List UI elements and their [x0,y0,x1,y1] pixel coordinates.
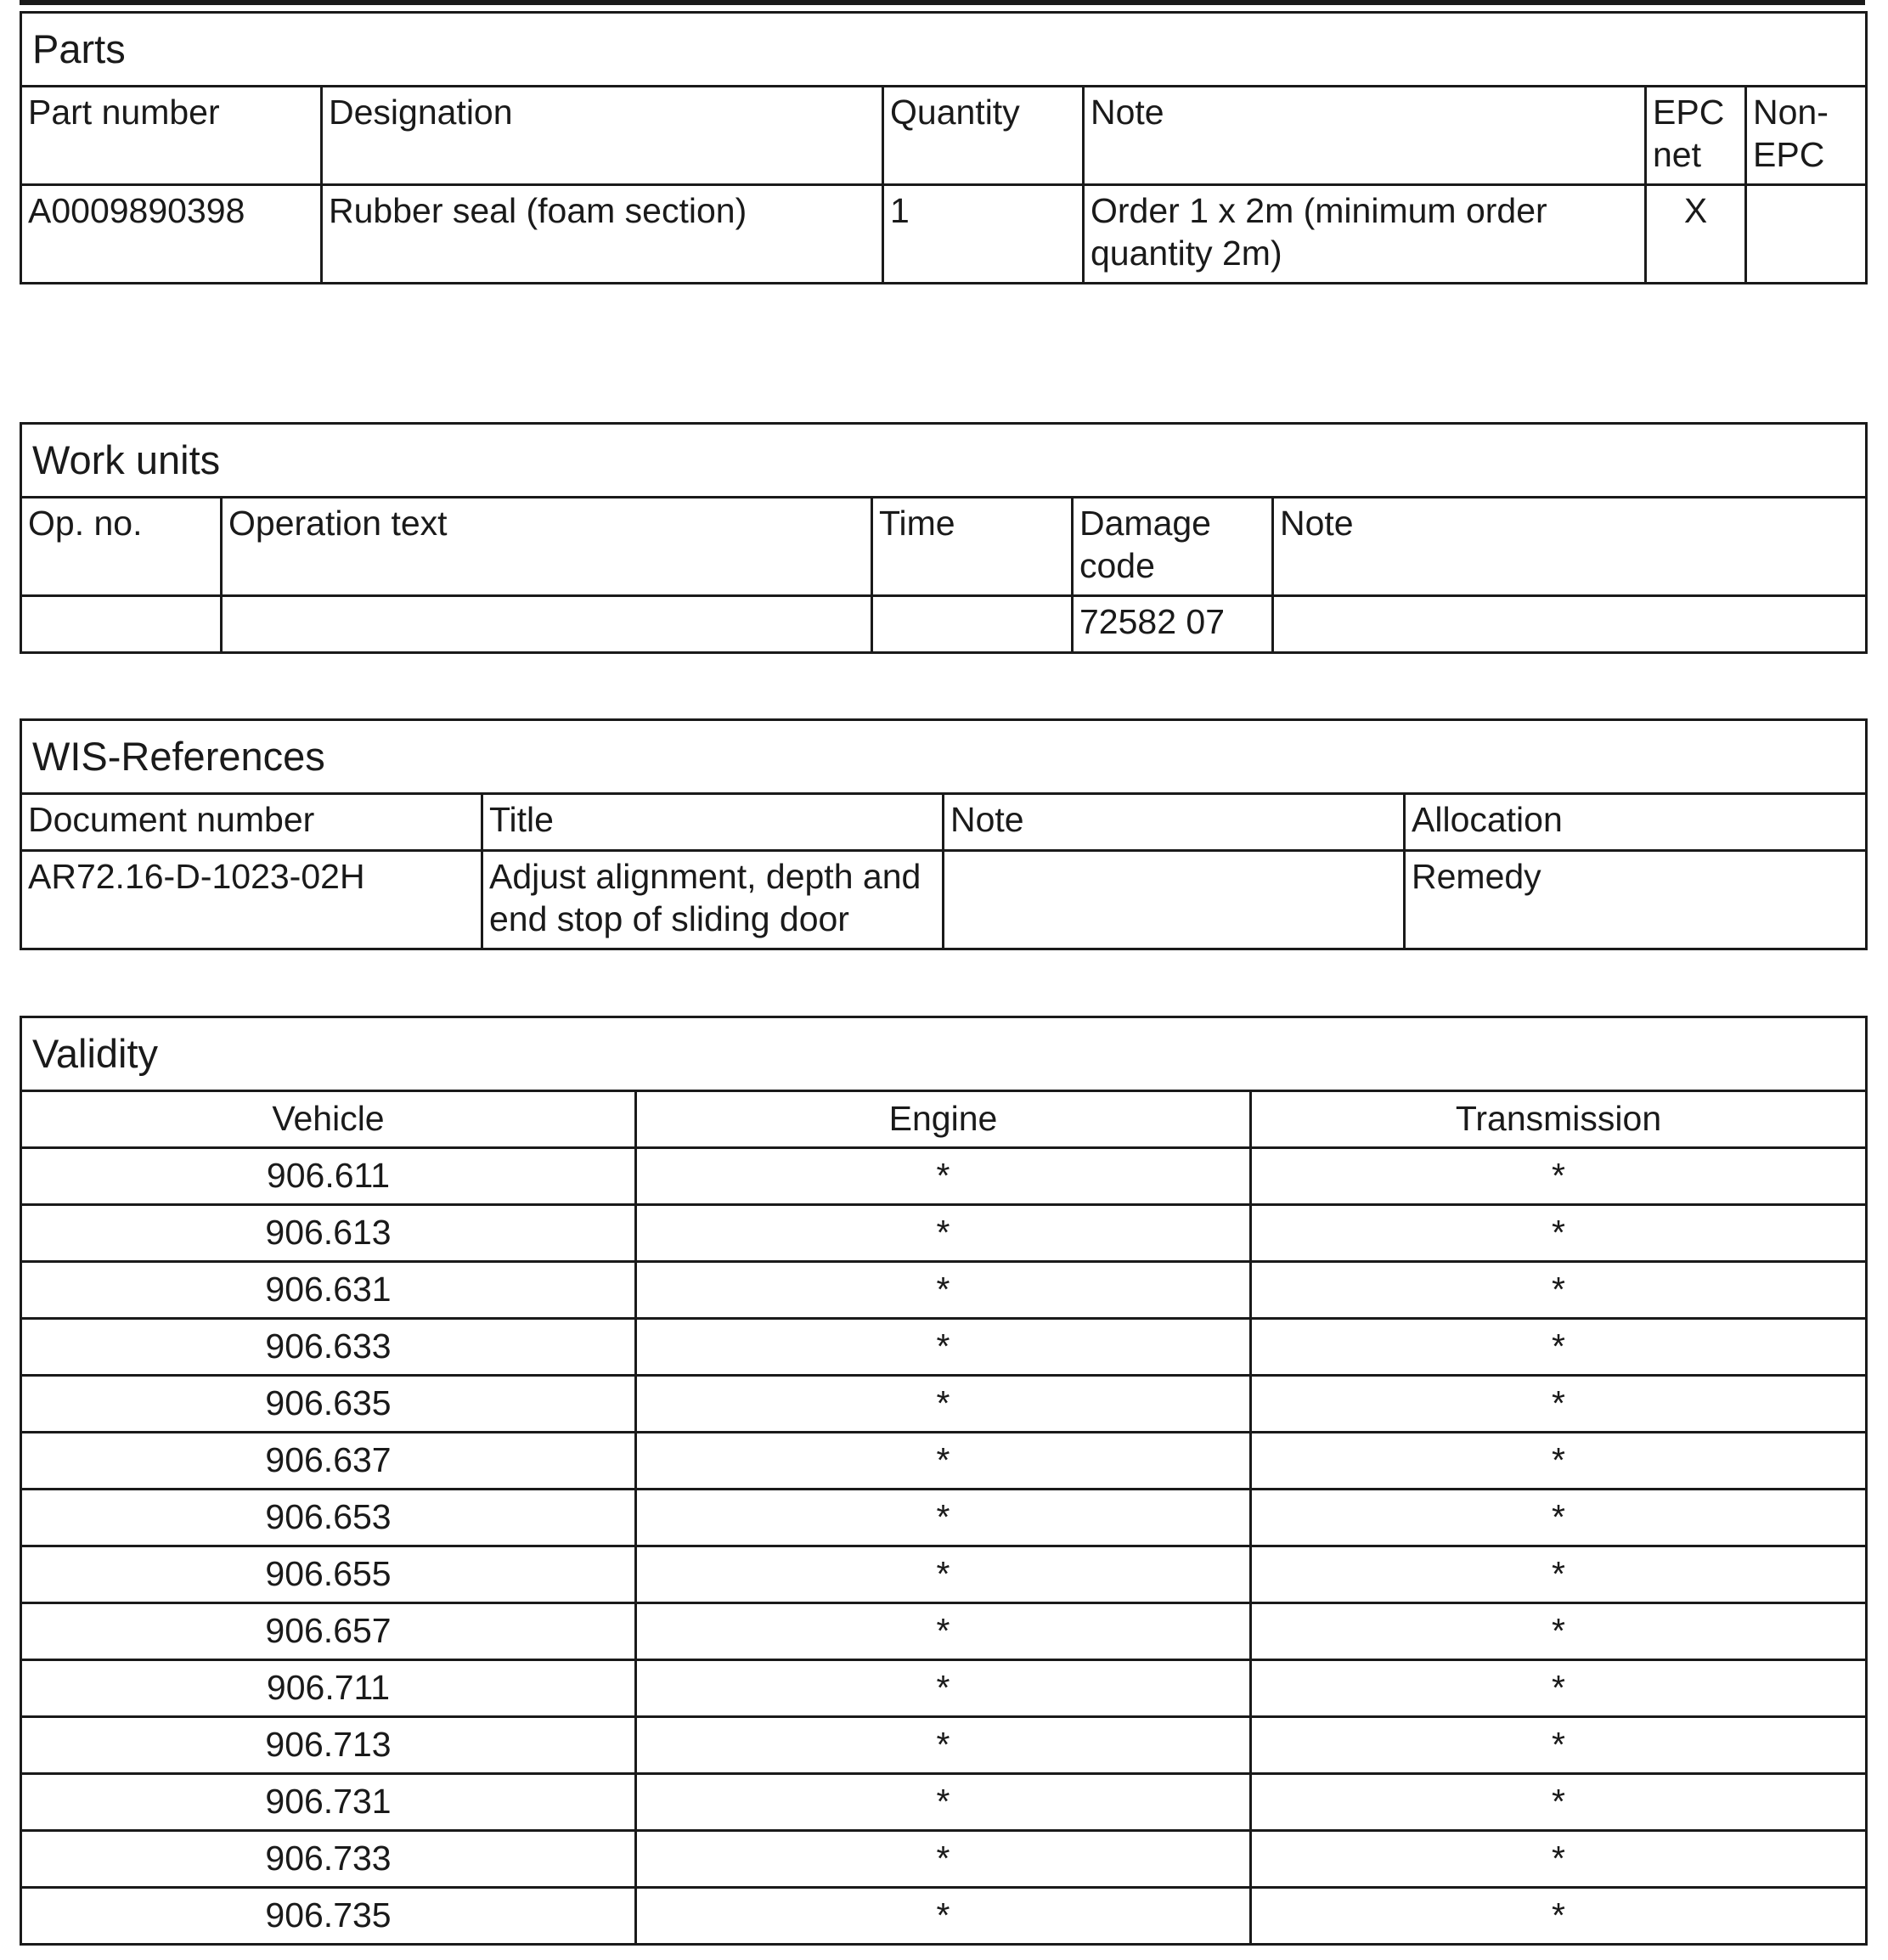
header-engine: Engine [636,1091,1251,1148]
cell-vehicle: 906.711 [21,1660,636,1717]
cell-engine: * [636,1603,1251,1660]
header-title: Title [482,794,944,851]
cell-title: Adjust alignment, depth and end stop of sliding door [482,851,944,949]
header-part-number: Part number [21,87,322,185]
table-row [21,1376,1867,1433]
header-op-no: Op. no. [21,498,222,596]
header-transmission: Transmission [1251,1091,1867,1148]
cell-vehicle: 906.635 [21,1376,636,1433]
cell-engine: * [636,1774,1251,1831]
cell-transmission: * [1251,1660,1867,1717]
cell-engine: * [636,1831,1251,1888]
header-damage-code: Damage code [1073,498,1273,596]
work-units-table [20,422,1868,654]
header-note: Note [1273,498,1867,596]
validity-title: Validity [21,1017,1867,1091]
cell-vehicle: 906.713 [21,1717,636,1774]
cell-engine: * [636,1319,1251,1376]
cell-vehicle: 906.653 [21,1490,636,1546]
cell-vehicle: 906.733 [21,1831,636,1888]
table-row [21,185,1867,284]
top-rule [20,0,1865,5]
cell-vehicle: 906.631 [21,1262,636,1319]
cell-transmission: * [1251,1205,1867,1262]
header-vehicle: Vehicle [21,1091,636,1148]
cell-transmission: * [1251,1546,1867,1603]
header-note: Note [1084,87,1646,185]
header-designation: Designation [322,87,883,185]
cell-non-epc [1746,185,1867,284]
header-epc-net: EPC net [1646,87,1746,185]
cell-engine: * [636,1148,1251,1205]
table-row [21,1717,1867,1774]
cell-transmission: * [1251,1490,1867,1546]
validity-table [20,1016,1868,1946]
cell-op-no [21,596,222,653]
cell-transmission: * [1251,1148,1867,1205]
header-quantity: Quantity [883,87,1084,185]
cell-transmission: * [1251,1433,1867,1490]
table-row [21,1262,1867,1319]
cell-epc-net: X [1646,185,1746,284]
cell-vehicle: 906.611 [21,1148,636,1205]
header-note: Note [944,794,1405,851]
cell-allocation: Remedy [1405,851,1867,949]
table-row [21,1205,1867,1262]
cell-designation: Rubber seal (foam section) [322,185,883,284]
table-row [21,1546,1867,1603]
table-row [21,851,1867,949]
cell-transmission: * [1251,1888,1867,1945]
header-allocation: Allocation [1405,794,1867,851]
cell-engine: * [636,1205,1251,1262]
cell-part-number: A0009890398 [21,185,322,284]
parts-title: Parts [21,13,1867,87]
table-row [21,1603,1867,1660]
parts-table [20,11,1868,284]
cell-transmission: * [1251,1319,1867,1376]
table-row [21,1319,1867,1376]
header-non-epc: Non-EPC [1746,87,1867,185]
cell-transmission: * [1251,1717,1867,1774]
cell-vehicle: 906.637 [21,1433,636,1490]
cell-engine: * [636,1490,1251,1546]
header-time: Time [872,498,1073,596]
cell-quantity: 1 [883,185,1084,284]
cell-vehicle: 906.633 [21,1319,636,1376]
cell-operation-text [222,596,872,653]
table-row [21,1490,1867,1546]
wis-references-table [20,718,1868,950]
cell-transmission: * [1251,1603,1867,1660]
cell-vehicle: 906.735 [21,1888,636,1945]
cell-transmission: * [1251,1376,1867,1433]
cell-engine: * [636,1717,1251,1774]
cell-engine: * [636,1433,1251,1490]
header-operation-text: Operation text [222,498,872,596]
cell-note [944,851,1405,949]
wis-references-title: WIS-References [21,720,1867,794]
cell-vehicle: 906.731 [21,1774,636,1831]
table-row [21,596,1867,653]
cell-vehicle: 906.655 [21,1546,636,1603]
work-units-title: Work units [21,424,1867,498]
table-row [21,1148,1867,1205]
cell-engine: * [636,1262,1251,1319]
cell-engine: * [636,1546,1251,1603]
header-document-number: Document number [21,794,482,851]
cell-engine: * [636,1660,1251,1717]
cell-damage-code: 72582 07 [1073,596,1273,653]
table-row [21,1774,1867,1831]
cell-vehicle: 906.657 [21,1603,636,1660]
cell-document-number: AR72.16-D-1023-02H [21,851,482,949]
table-row [21,1660,1867,1717]
cell-vehicle: 906.613 [21,1205,636,1262]
cell-note: Order 1 x 2m (minimum order quantity 2m) [1084,185,1646,284]
cell-note [1273,596,1867,653]
cell-transmission: * [1251,1262,1867,1319]
cell-engine: * [636,1376,1251,1433]
table-row [21,1888,1867,1945]
table-row [21,1831,1867,1888]
cell-transmission: * [1251,1774,1867,1831]
cell-transmission: * [1251,1831,1867,1888]
table-row [21,1433,1867,1490]
cell-time [872,596,1073,653]
cell-engine: * [636,1888,1251,1945]
